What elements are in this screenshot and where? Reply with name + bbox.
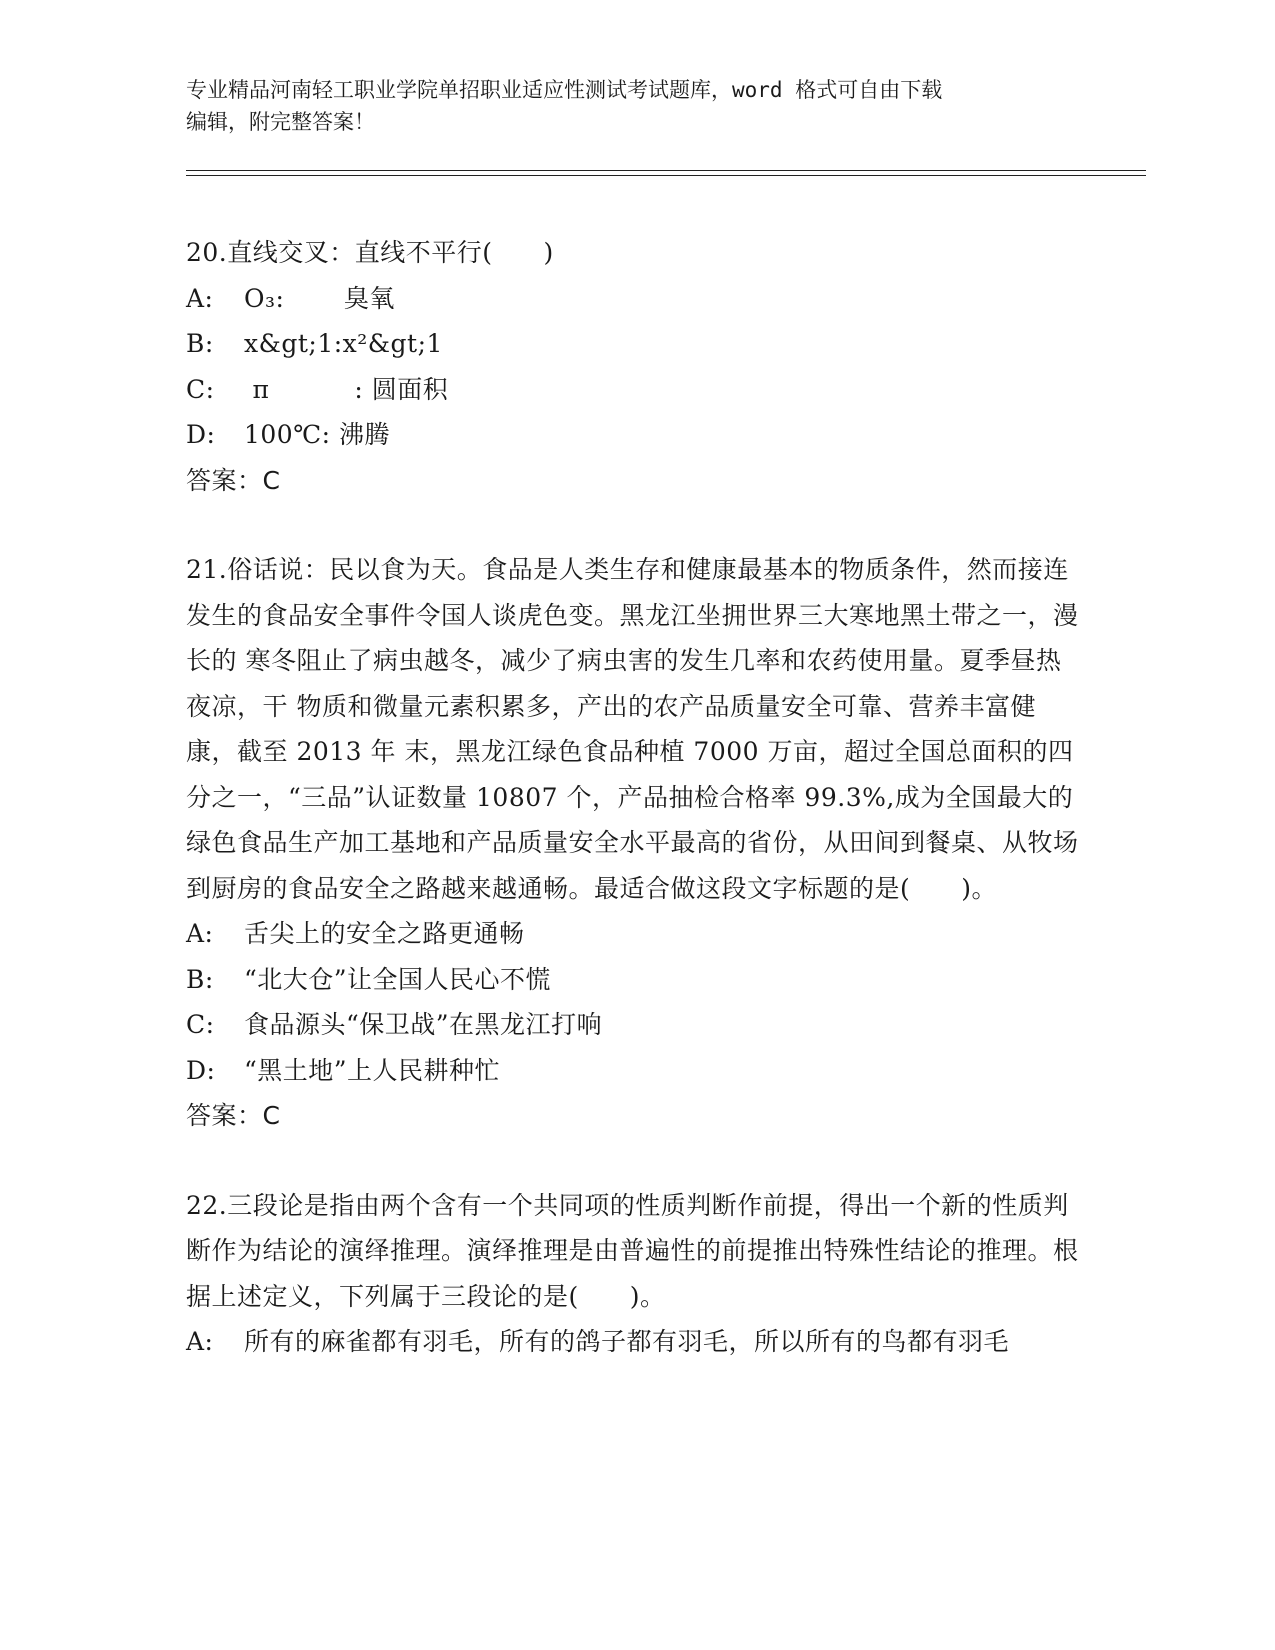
question-21 <box>186 547 1086 1139</box>
option-text: π : 圆面积 <box>244 374 449 404</box>
answer: 答案：C <box>186 1101 281 1130</box>
header-divider-top <box>186 170 1146 171</box>
option-text: 舌尖上的安全之路更通畅 <box>244 919 525 948</box>
option-letter: D: <box>186 1055 216 1085</box>
option-text: “北大仓”让全国人民心不慌 <box>244 964 552 994</box>
option-d <box>186 1048 1086 1094</box>
option-letter: C: <box>186 374 215 404</box>
question-list <box>186 230 1086 1409</box>
option-letter: A: <box>186 919 214 948</box>
option-letter: D: <box>186 420 216 449</box>
option-a <box>186 276 1086 322</box>
question-stem: 22.三段论是指由两个含有一个共同项的性质判断作前提，得出一个新的性质判断作为结论的演绎推理。演绎推理是由普遍性的前提推出特殊性结论的推理。根据上述定义，下列属于三段论的是( )。 <box>186 1190 1079 1311</box>
option-c <box>186 367 1086 413</box>
option-d <box>186 412 1086 458</box>
option-text: O₃: 臭氧 <box>244 283 395 313</box>
page-header <box>186 74 1066 138</box>
option-letter: C: <box>186 1010 215 1039</box>
option-a <box>186 1319 1086 1365</box>
option-text: “黑土地”上人民耕种忙 <box>244 1055 501 1085</box>
option-letter: A: <box>186 1327 214 1356</box>
option-a <box>186 911 1086 957</box>
option-letter: A: <box>186 283 214 313</box>
question-stem: 20.直线交叉：直线不平行( ) <box>186 238 554 267</box>
option-b <box>186 321 1086 367</box>
question-20 <box>186 230 1086 503</box>
question-22 <box>186 1183 1086 1365</box>
option-text: x&gt;1:x²&gt;1 <box>244 329 443 358</box>
header-divider-bottom <box>186 175 1146 176</box>
header-line-2: 编辑，附完整答案！ <box>186 110 375 134</box>
option-text: 100℃: 沸腾 <box>244 420 391 449</box>
option-letter: B: <box>186 964 214 994</box>
option-c <box>186 1002 1086 1048</box>
question-stem: 21.俗话说：民以食为天。食品是人类生存和健康最基本的物质条件，然而接连 发生的食品安全事件令国人谈虎色变。黑龙江坐拥世界三大寒地黑土带之一，漫长的 寒冬阻止了病虫越冬，减少了病虫害的发生几率和农药使用量。夏季昼热夜凉，干 物质和微量元素积累多，产出的农产品质量安全可靠、营养丰富健康，截至 2013 年 末，黑龙江绿色食品种植 7000 万亩，超过全国总面积的四分之一，“三品”认证数量 10807 个，产品抽检合格率 99.3%,成为全国最大的绿色食品生产加工基地和产品质量安全水平最高的省份，从田间到餐桌、从牧场到厨房的食品安全之路越来越通畅。最适合做这段文字标题的是( )。 <box>186 555 1079 903</box>
option-text: 食品源头“保卫战”在黑龙江打响 <box>244 1010 603 1039</box>
answer: 答案：C <box>186 465 281 495</box>
header-line-1: 专业精品河南轻工职业学院单招职业适应性测试考试题库，word 格式可自由下载 <box>186 78 943 102</box>
option-text: 所有的麻雀都有羽毛，所有的鸽子都有羽毛，所以所有的鸟都有羽毛 <box>244 1327 1010 1356</box>
option-b <box>186 957 1086 1003</box>
option-letter: B: <box>186 329 214 358</box>
